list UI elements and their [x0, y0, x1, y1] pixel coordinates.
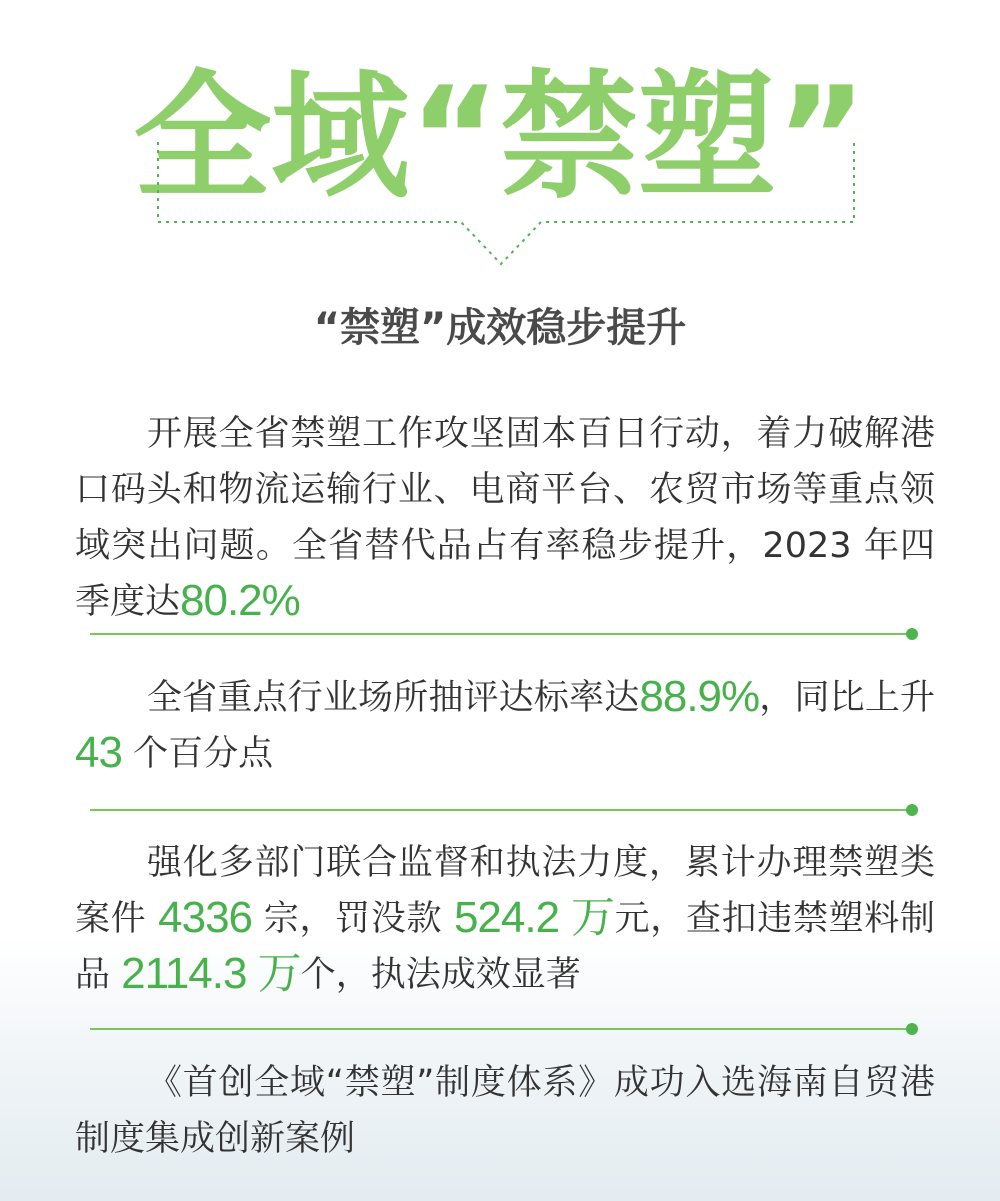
- paragraph-text: ，同比上升: [759, 678, 935, 718]
- paragraph-text: 开展全省禁塑工作攻坚固本百日行动，着力破解港口码头和物流运输行业、电商平台、农贸市场等重点领域突出问题。全省替代品占有率稳步提升，2023 年四季度达: [75, 414, 935, 622]
- separator-line: [90, 627, 920, 641]
- separator-line: [90, 1022, 920, 1036]
- paragraph-replacement-rate: [75, 406, 935, 630]
- highlight-value: 88.9%: [639, 672, 760, 721]
- paragraph-text: 个百分点: [121, 734, 274, 774]
- paragraph-text: 宗，罚没款: [252, 899, 454, 939]
- paragraph-text: 《首创全域“禁塑”制度体系》成功入选海南自贸港制度集成创新案例: [75, 1063, 935, 1159]
- paragraph-text: 全省重点行业场所抽评达标率达: [147, 678, 640, 718]
- highlight-value: 524.2 万: [453, 893, 615, 942]
- page-title: 全域“禁塑”: [133, 57, 867, 218]
- highlight-value: 4336: [158, 893, 253, 942]
- highlight-value: 2114.3 万: [121, 949, 301, 998]
- paragraph-text: 强化多部门联合监督和执法力度，累计办理禁塑类案件: [75, 843, 935, 939]
- dotted-callout-frame: [156, 142, 856, 272]
- paragraph-case-selection: [75, 1055, 935, 1167]
- paragraph-compliance-rate: [75, 670, 935, 782]
- highlight-value: 43: [75, 728, 122, 777]
- paragraph-enforcement: [75, 835, 935, 1003]
- highlight-value: 80.2%: [180, 576, 300, 625]
- section-subtitle: “禁塑”成效稳步提升: [313, 305, 687, 351]
- paragraph-text: 个，执法成效显著: [300, 955, 581, 995]
- paragraph-text: 元，查扣违禁塑料制品: [75, 899, 935, 995]
- separator-line: [90, 803, 920, 817]
